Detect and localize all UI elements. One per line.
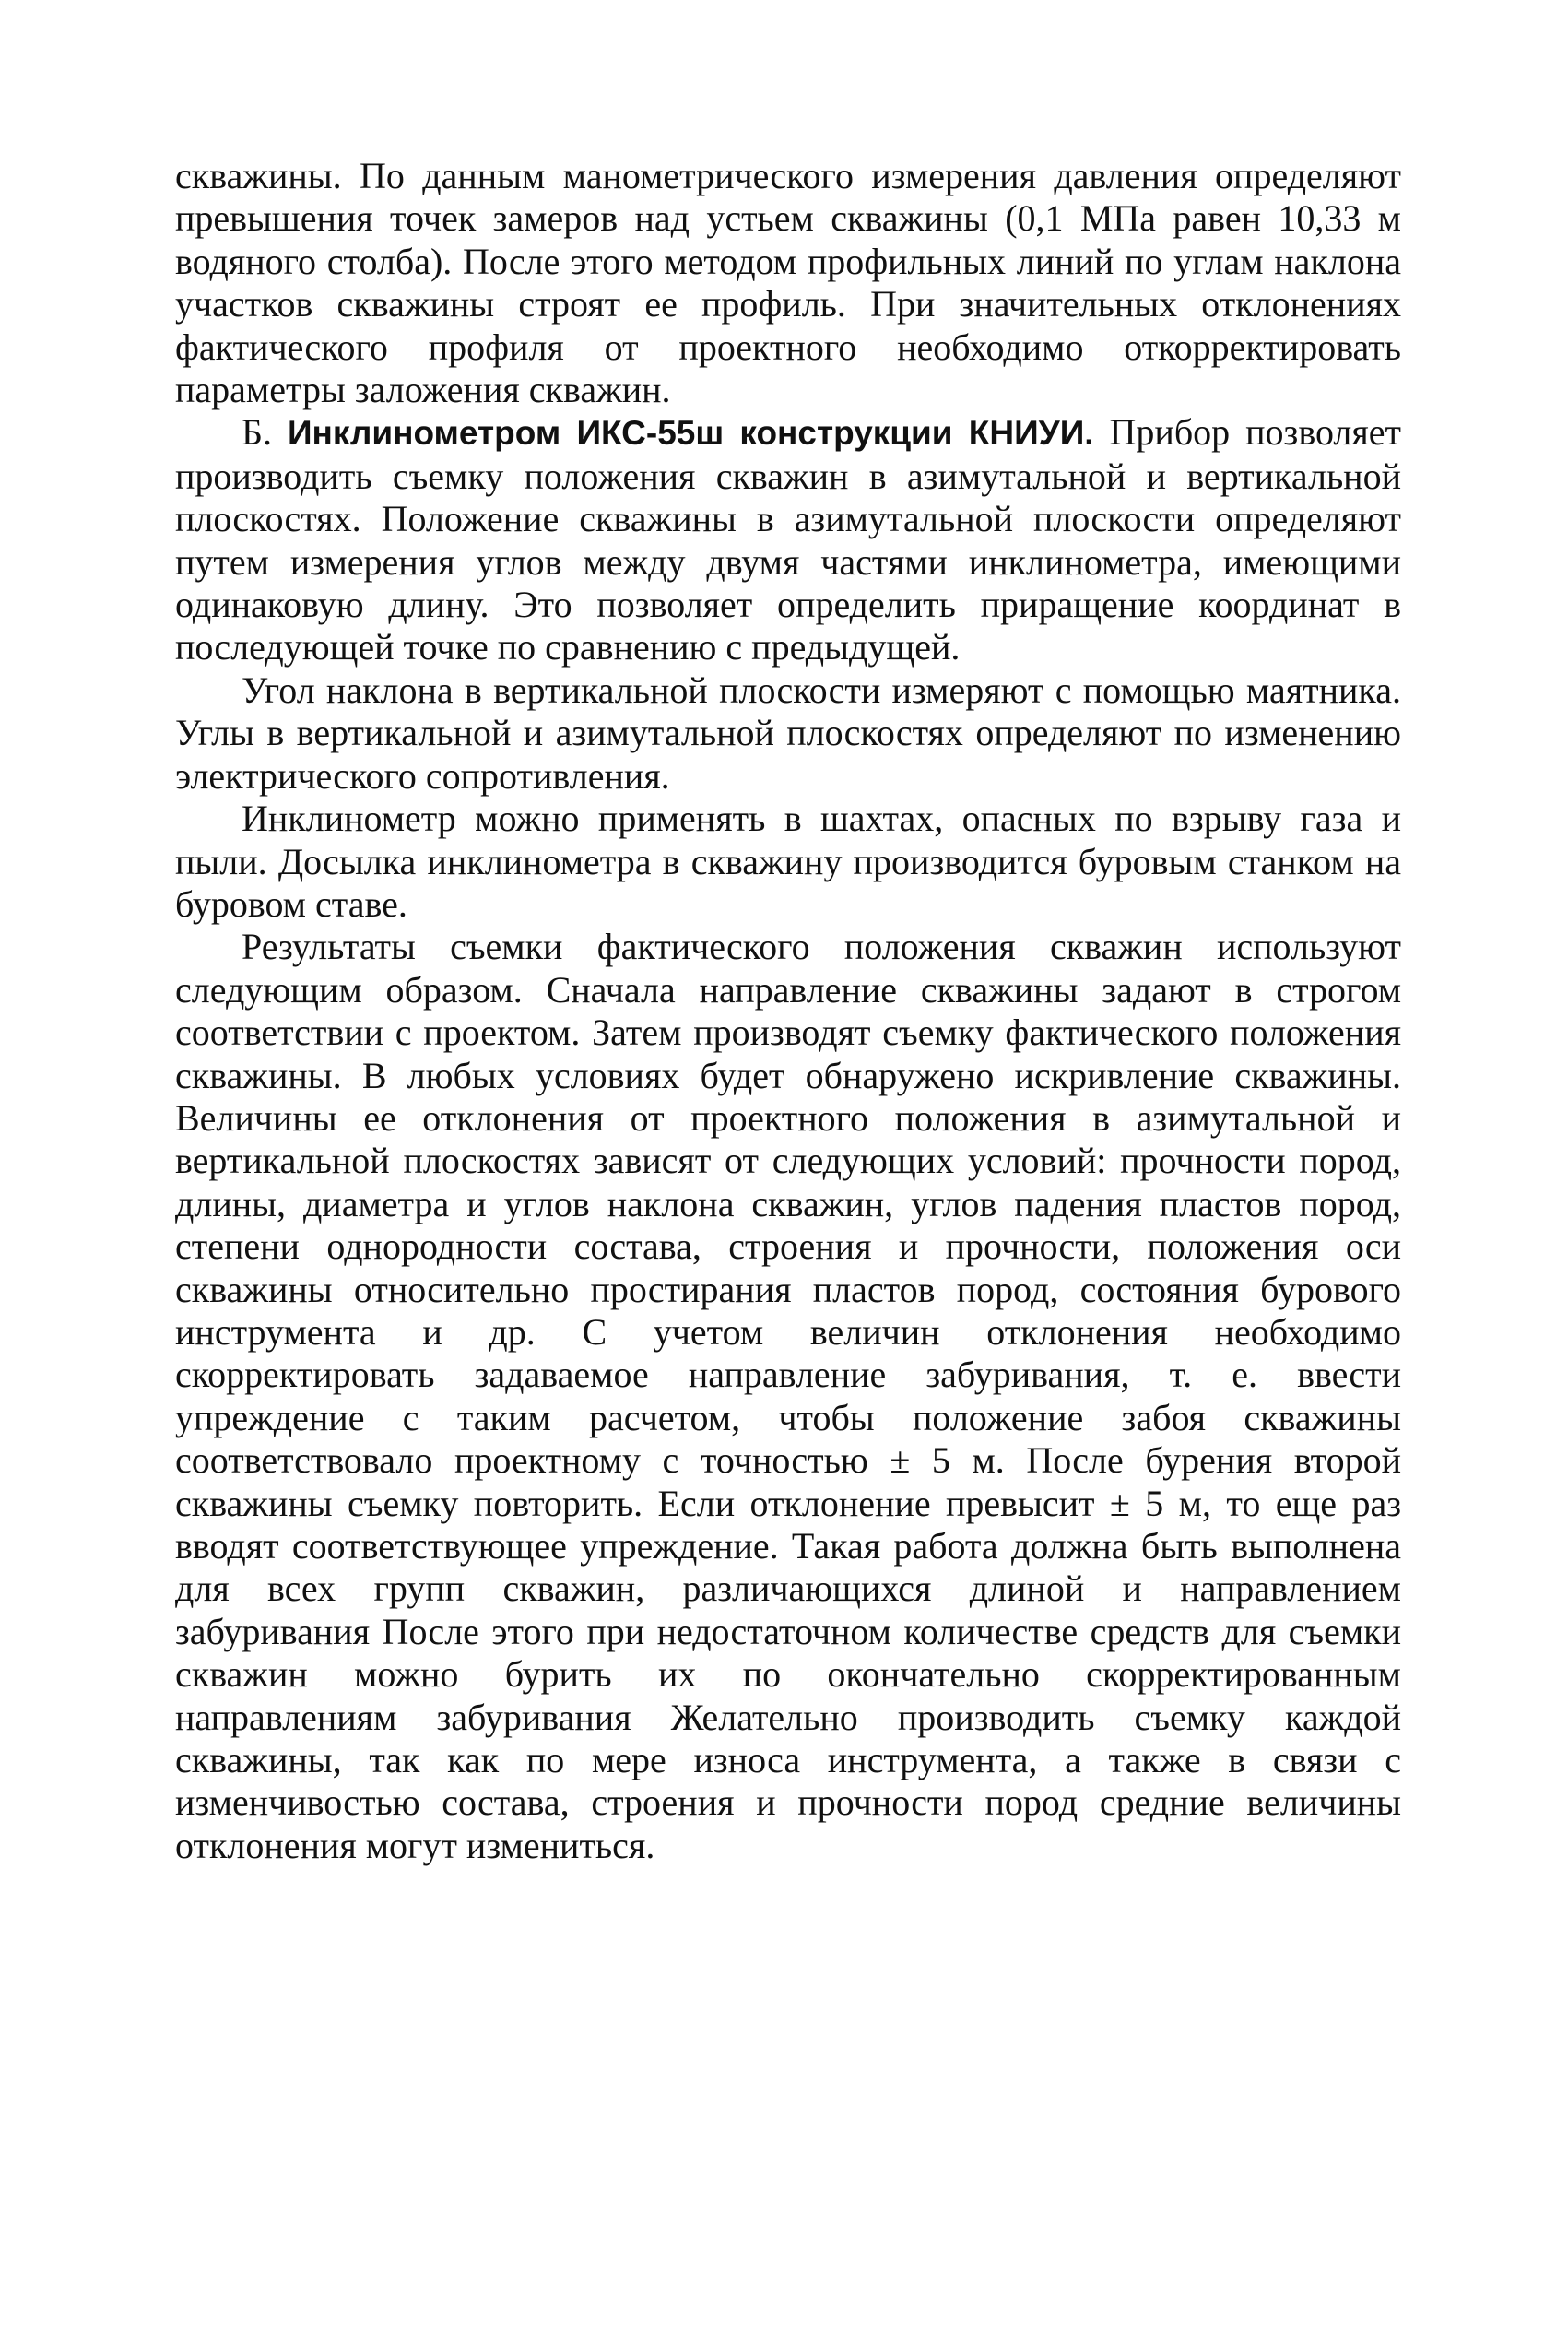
paragraph-body: Прибор позволяет производить съемку положения скважин в азимутальной и вертикальной плоскостях. Положение скважины в азимутальной плоскости определяют путем измерения углов между двумя частями инклинометра, имеющими одинаковую длину. Это позволяет определить приращение координат в последующей точке по сравнению с предыдущей. (175, 411, 1402, 668)
paragraph-results: Результаты съемки фактического положения скважин используют следующим образом. Сначала направление скважины задают в строгом соответствии с проектом. Затем производят съемку фактического положения скважины. В любых условиях будет обнаружено искривление скважины. Величины ее отклонения от проектного положения в азимутальной и вертикальной плоскостях зависят от следующих условий: прочности пород, длины, диаметра и углов наклона скважин, углов падения пластов пород, степени однородности состава, строения и прочности, положения оси скважины относительно простирания пластов пород, состояния бурового инструмента и др. С учетом величин отклонения необходимо скорректировать задаваемое направление забуривания, т. е. ввести упреждение с таким расчетом, чтобы положение забоя скважины соответствовало проектному с точностью ± 5 м. После бурения второй скважины съемку повторить. Если отклонение превысит ± 5 м, то еще раз вводят соответствующее упреждение. Такая работа должна быть выполнена для всех групп скважин, различающихся длиной и направлением забуривания После этого при недостаточном количестве средств для съемки скважин можно бурить их по окончательно скорректированным направлениям забуривания Желательно производить съемку каждой скважины, так как по мере износа инструмента, а также в связи с изменчивостью состава, строения и прочности пород средние величины отклонения могут измениться. (175, 926, 1401, 1866)
document-page (175, 155, 1401, 1867)
section-label: Б. (242, 411, 288, 454)
paragraph-vertical-angle: Угол наклона в вертикальной плоскости измеряют с помощью маятника. Углы в вертикальной и азимутальной плоскостях определяют по изменению электрического сопротивления. (175, 668, 1401, 797)
section-heading: Инклинометром ИКС-55ш конструкции КНИУИ. (287, 414, 1094, 453)
paragraph-continuation: скважины. По данным манометрического измерения давления определяют превышения точек замеров над устьем скважины (0,1 МПа равен 10,33 м водяного столба). После этого методом профильных линий по углам наклона участков скважины строят ее профиль. При значительных отклонениях фактического профиля от проектного необходимо откорректировать параметры заложения скважин. (175, 155, 1401, 411)
paragraph-mine-usage: Инклинометр можно применять в шахтах, опасных по взрыву газа и пыли. Досылка инклинометра в скважину производится буровым станком на буровом ставе. (175, 798, 1401, 925)
paragraph-inclinometer (175, 411, 1401, 668)
